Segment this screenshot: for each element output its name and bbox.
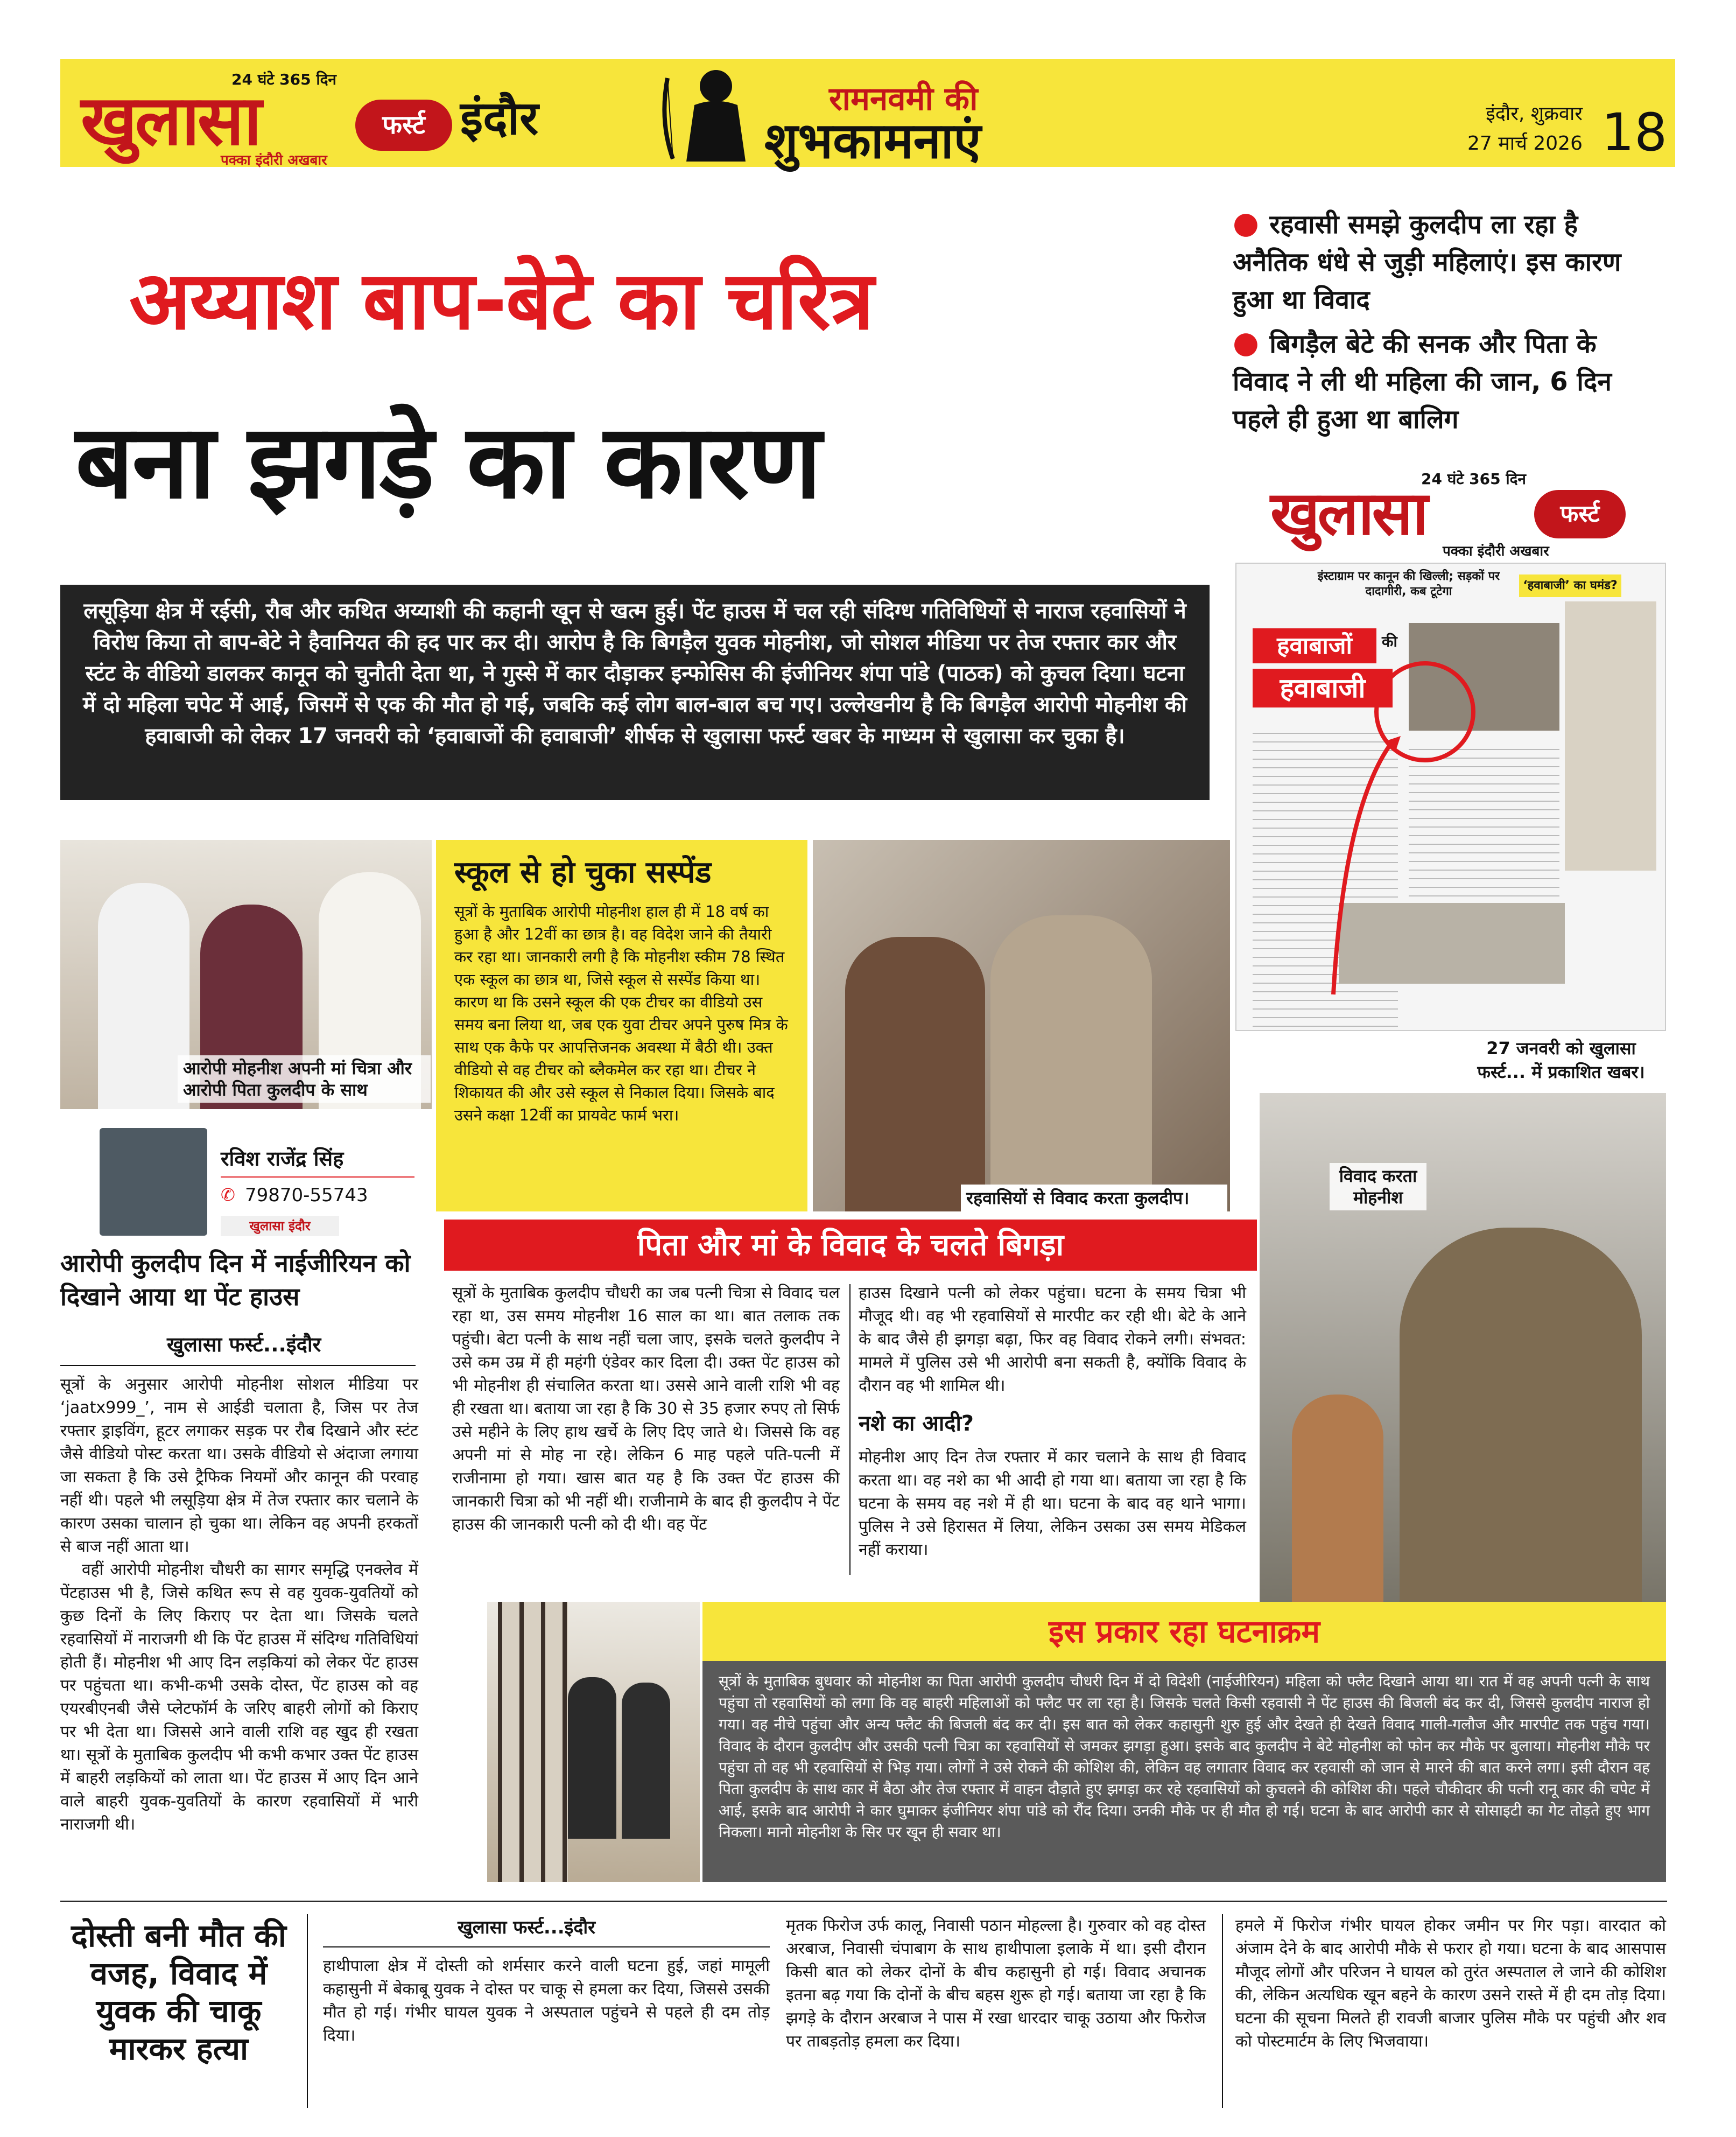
phone-icon: ✆ — [221, 1185, 235, 1205]
person-figure — [622, 1683, 670, 1839]
greeting-line2: शुभकामनाएं — [764, 112, 981, 170]
person-figure — [990, 915, 1152, 1211]
bullet-item: ● बिगड़ैल बेटे की सनक और पिता के विवाद ने ली थी महिला की जान, 6 दिन पहले ही हुआ था बालिग — [1233, 325, 1612, 435]
residents-photo — [487, 1602, 700, 1882]
bottom-story-col1: हाथीपाला क्षेत्र में दोस्ती को शर्मसार करने वाली घटना हुई, जहां मामूली कहासुनी में बेकाबू युवक ने दोस्त पर चाकू से हमला कर दिया, जिससे उसकी मौत हो गई। गंभीर घायल युवक ने अस्पताल पहुंचने से पहले ही दम तोड़ दिया। — [323, 1957, 770, 2045]
clipping-masthead — [1233, 468, 1663, 560]
rule — [60, 1365, 416, 1366]
bottom-story-col3: हमले में फिरोज गंभीर घायल होकर जमीन पर गिर पड़ा। वारदात को अंजाम देने के बाद आरोपी मौके से फरार हो गया। घटना के बाद आसपास मौजूद लोगों और परिजन ने घायल को तुरंत अस्पताल ले जाने की कोशिश की, लेकिन अत्यधिक खून बहने के कारण उसने रास्ते में ही दम तोड़ दिया। घटना की सूचना मिलते ही रावजी बाजार पुलिस मौके पर पहुंची और शव को पोस्टमार्टम के लिए भिजवाया। — [1235, 1916, 1666, 2051]
mohnish-photo-caption: विवाद करता मोहनीश — [1330, 1163, 1426, 1210]
masthead-city: इंदौर — [460, 91, 539, 145]
parents-story-col1: सूत्रों के मुताबिक कुलदीप चौधरी का जब पत्नी चित्रा से विवाद चल रहा था, उस समय मोहनीश 16 साल का था। बात तलाक तक पहुंची। बेटा पत्नी के साथ नहीं चला जाए, इसके चलते कुलदीप ने उसे कम उम्र में ही महंगी एंडेवर कार दिला दी। उक्त पेंट हाउस को भी मोहनीश ही संचालित करता था। उससे आने वाली राशि भी वह ही रखता था। बताया जा रहा है कि 30 से 35 हजार रुपए तो सिर्फ उसे महीने के लिए हाथ खर्चे के लिए दिए जाते थे। जिससे कि वह अपनी मां से मोह ना रहे। लेकिन 6 माह पहले पति-पत्नी में राजीनामा हो गया। खास बात यह है कि उक्त पेंट हाउस की जानकारी चित्रा को भी नहीं थी। राजीनामे के बाद ही कुलदीप ने पेंट हाउस की जानकारी पत्नी को दी थी। वह पेंट — [452, 1284, 840, 1534]
clipping-badge: फर्स्ट — [1534, 490, 1626, 538]
bullet-list — [1233, 205, 1653, 438]
reporter-avatar — [100, 1128, 207, 1236]
clipping-head-main1: हवाबाजों — [1253, 628, 1376, 663]
fight-photo — [813, 840, 1230, 1211]
column-rule — [307, 1914, 308, 2108]
clipping-sub: पक्का इंदौरी अखबार — [1443, 543, 1549, 559]
masthead-logo-sub: पक्का इंदौरी अखबार — [221, 152, 327, 169]
school-box-title: स्कूल से हो चुका सस्पेंड — [454, 855, 712, 890]
reporter-name: रविश राजेंद्र सिंह — [221, 1147, 344, 1171]
clipping-paper — [1235, 563, 1666, 1031]
addiction-subhead: नशे का आदी? — [859, 1411, 974, 1436]
headline-line2: बना झगड़े का कारण — [75, 402, 820, 521]
school-box — [436, 840, 807, 1211]
bullet-dot-icon: ● — [1233, 206, 1270, 241]
bullet-item: ● रहवासी समझे कुलदीप ला रहा है अनैतिक धंधे से जुड़ी महिलाएं। इस कारण हुआ था विवाद — [1233, 206, 1621, 315]
column-rule — [849, 1284, 851, 1575]
mohnish-photo — [1260, 1093, 1666, 1658]
bullet-dot-icon: ● — [1233, 325, 1270, 360]
bottom-story-col2: मृतक फिरोज उर्फ कालू, निवासी पठान मोहल्ला है। गुरुवार को वह दोस्त अरबाज, निवासी चंपाबाग के साथ हाथीपाला इलाके में था। इसी दौरान किसी बात को लेकर दोनों के बीच कहासुनी हो गई। विवाद अचानक इतना बढ़ गया कि दोनों के बीच बहस शुरू हो गई। बताया जा रहा है कि झगड़े के दौरान अरबाज ने पास में रखा धारदार चाकू उठाया और फिरोज पर ताबड़तोड़ हमला कर दिया। — [786, 1916, 1206, 2051]
page-number: 18 — [1601, 102, 1668, 163]
left-story-headline: आरोपी कुलदीप दिन में नाईजीरियन को दिखाने आया था पेंट हाउस — [60, 1249, 411, 1311]
clipping-side-head: ‘हवाबाजी’ का घमंड? — [1519, 574, 1621, 597]
clipping-tagline: 24 घंटे 365 दिन — [1421, 470, 1526, 488]
person-figure — [98, 883, 189, 1109]
clipping-head-main2: हवाबाजी — [1253, 669, 1393, 707]
family-photo-caption: आरोपी मोहनीश अपनी मां चित्रा और आरोपी पिता कुलदीप के साथ — [178, 1055, 431, 1103]
person-figure — [1292, 1395, 1383, 1621]
parents-story-col2: हाउस दिखाने पत्नी को लेकर पहुंचा। घटना के समय चित्रा भी मौजूद थी। वह भी रहवासियों से मारपीट कर रही थी। बेटे के आने के बाद जैसे ही झगड़ा बढ़ा, फिर वह विवाद रोकने लगी। संभवत: मामले में पुलिस उसे भी आरोपी बना सकती है, क्योंकि विवाद के दौरान वह भी शामिल थी। नशे का आदी? मोहनीश आए दिन तेज रफ्तार में कार चलाने के साथ ही विवाद करता था। वह नशे का भी आदी हो गया था। बताया जा रहा है कि घटना के समय वह नशे में ही था। घटना के बाद वह थाने भागा। पुलिस ने उसे हिरासत में लिया, लेकिन उसका उस समय मेडिकल नहीं कराया। — [859, 1284, 1246, 1559]
clipping-head-top: इंस्टाग्राम पर कानून की खिल्ली; सड़कों पर दादागीरी, कब टूटेगा — [1317, 570, 1500, 598]
gate-graphic — [498, 1602, 568, 1882]
left-story-byline: खुलासा फर्स्ट...इंदौर — [167, 1333, 321, 1356]
sequence-body: सूत्रों के मुताबिक बुधवार को मोहनीश का पिता आरोपी कुलदीप चौधरी दिन में दो विदेशी (नाईजीरियन) महिला को फ्लैट दिखाने आया था। रात में वह अपनी पत्नी के साथ पहुंचा तो रहवासियों को लगा कि वह बाहरी महिलाओं को फ्लैट पर ला रहा है। जिसके चलते किसी रहवासी ने पेंट हाउस की बिजली बंद कर दी, जिससे कुलदीप नाराज हो गया। वह नीचे पहुंचा और अन्य फ्लैट की बिजली बंद कर दी। इस बात को लेकर कहासुनी शुरु हुई और देखते ही देखते विवाद गाली-गलौज और मारपीट तक पहुंच गया। विवाद के दौरान कुलदीप और उसकी पत्नी चित्रा का रहवासियों से जमकर झगड़ा हुआ। इसके बाद कुलदीप ने बेटे मोहनीश को फोन कर मौके पर बुलाया। मोहनीश मौके पर पहुंचा तो वह भी रहवासियों से भिड़ गया। लोगों ने उसे रोकने की कोशिश की, लेकिन वह लगातार विवाद कर रहवासी को जान से मारने की बात करने लगा। इसी दौरान वह पिता कुलदीप के साथ कार में बैठा और तेज रफ्तार में वाहन दौड़ाते हुए झगड़ा कर रहे रहवासियों को कुचलने की कोशिश की। पहले चौकीदार की पत्नी रानू कार की चपेट में आई, इसके बाद आरोपी ने कार घुमाकर इंजीनियर शंपा पांडे को रौंद दिया। उनकी मौके पर ही मौत हो गई। घटना के बाद आरोपी कार से सोसाइटी का गेट तोड़ते हुए भाग निकला। मानो मोहनीश के सिर पर खून ही सवार था। — [702, 1661, 1666, 1882]
clipping-highlight-circle-icon — [1236, 564, 1667, 1032]
rule — [60, 1901, 1667, 1902]
column-rule — [1222, 1914, 1223, 2108]
sequence-headline: इस प्रकार रहा घटनाक्रम — [702, 1602, 1666, 1661]
dateline-date: 27 मार्च 2026 — [1467, 132, 1583, 155]
rule — [323, 1946, 770, 1947]
greeting-line1: रामनवमी की — [829, 80, 978, 118]
masthead-badge: फर्स्ट — [355, 100, 452, 151]
lord-ram-icon — [657, 62, 775, 164]
masthead-tagline: 24 घंटे 365 दिन — [231, 71, 336, 88]
person-figure — [845, 937, 985, 1211]
person-figure — [1400, 1228, 1642, 1658]
reporter-divider — [221, 1176, 414, 1178]
headline-line1: अय्याश बाप-बेटे का चरित्र — [129, 254, 873, 348]
clipping-head-small: की — [1382, 633, 1397, 650]
reporter-phone: 79870-55743 — [245, 1185, 368, 1206]
masthead-logo: खुलासा — [81, 80, 260, 161]
reporter-badge: खुलासा इंदौर — [221, 1216, 339, 1236]
dateline-place: इंदौर, शुक्रवार — [1486, 103, 1583, 125]
left-story-body: सूत्रों के अनुसार आरोपी मोहनीश सोशल मीडिया पर ‘jaatx999_’, नाम से आईडी चलाता है, जिस पर तेज रफ्तार ड्राइविंग, हूटर लगाकर सड़क पर रौब दिखाने और स्टंट जैसे वीडियो पोस्ट करता था। उसके वीडियो से अंदाजा लगाया जा सकता है कि उसे ट्रैफिक नियमों और कानून की परवाह नहीं थी। पहले भी लसूड़िया क्षेत्र में तेज रफ्तार कार चलाने के कारण उसका चालान हो चुका था। लेकिन वह अपनी हरकतों से बाज नहीं आता था। वहीं आरोपी मोहनीश चौधरी का सागर समृद्धि एनक्लेव में पेंटहाउस भी है, जिसे कथित रूप से वह युवक-युवतियों को कुछ दिनों के लिए किराए पर देता था। जिसके चलते रहवासियों में नाराजगी थी कि पेंट हाउस में संदिग्ध गतिविधियां होती हैं। मोहनीश भी आए दिन लड़कियां को लेकर पेंट हाउस पर पहुंचता था। कभी-कभी उसके दोस्त, पेंट हाउस को वह एयरबीएनबी जैसे प्लेटफॉर्म के जरिए बाहरी लोगों को किराए पर भी देता था। जिससे आने वाली राशि वह खुद ही रखता था। सूत्रों के मुताबिक कुलदीप भी कभी कभार उक्त पेंट हाउस में बाहरी लड़कियों को लाता था। पेंट हाउस में आए दिन आने वाले बाहरी युवक-युवतियों के कारण रहवासियों में भारी नाराजगी थी। — [60, 1375, 418, 1834]
intro-box: लसूड़िया क्षेत्र में रईसी, रौब और कथित अय्याशी की कहानी खून से खत्म हुई। पेंट हाउस में चल रही संदिग्ध गतिविधियों से नाराज रहवासियों ने विरोध किया तो बाप-बेटे ने हैवानियत की हद पार कर दी। आरोप है कि बिगड़ैल युवक मोहनीश, जो सोशल मीडिया पर तेज रफ्तार कार और स्टंट के वीडियो डालकर कानून को चुनौती देता था, ने गुस्से में कार दौड़ाकर इन्फोसिस की इंजीनियर शंपा पांडे (पाठक) को कुचल दिया। घटना में दो महिला चपेट में आई, जिसमें से एक की मौत हो गई, जबकि कई लोग बाल-बाल बच गए। उल्लेखनीय है कि बिगड़ैल आरोपी मोहनीश की हवाबाजी को लेकर 17 जनवरी को ‘हवाबाजों की हवाबाजी’ शीर्षक से खुलासा फर्स्ट खबर के माध्यम से खुलासा कर चुका है। — [60, 585, 1210, 800]
fight-photo-caption: रहवासियों से विवाद करता कुलदीप। — [961, 1185, 1227, 1211]
person-figure — [568, 1677, 616, 1839]
parents-story-headline: पिता और मां के विवाद के चलते बिगड़ा — [444, 1220, 1257, 1271]
clipping-logo: खुलासा — [1270, 478, 1426, 549]
clipping-caption: 27 जनवरी को खुलासा फर्स्ट... में प्रकाशित खबर। — [1477, 1038, 1645, 1082]
bottom-story-byline: खुलासा फर्स्ट...इंदौर — [458, 1917, 596, 1938]
school-box-body: सूत्रों के मुताबिक आरोपी मोहनीश हाल ही में 18 वर्ष का हुआ है और 12वीं का छात्र है। वह विदेश जाने की तैयारी कर रहा था। जानकारी लगी है कि मोहनीश स्कीम 78 स्थित एक स्कूल का छात्र था, जिसे स्कूल से सस्पेंड किया था। कारण था कि उसने स्कूल की एक टीचर का वीडियो उस समय बना लिया था, जब एक युवा टीचर अपने पुरुष मित्र के साथ एक कैफे पर आपत्तिजनक अवस्था में बैठी थी। उक्त वीडियो से वह टीचर को ब्लैकमेल कर रहा था। टीचर ने शिकायत की और उसे स्कूल से निकाल दिया। जिसके बाद उसने कक्षा 12वीं का प्रायवेट फार्म भरा। — [454, 902, 788, 1124]
bottom-story-headline: दोस्ती बनी मौत की वजह, विवाद में युवक की चाकू मारकर हत्या — [71, 1917, 286, 2067]
